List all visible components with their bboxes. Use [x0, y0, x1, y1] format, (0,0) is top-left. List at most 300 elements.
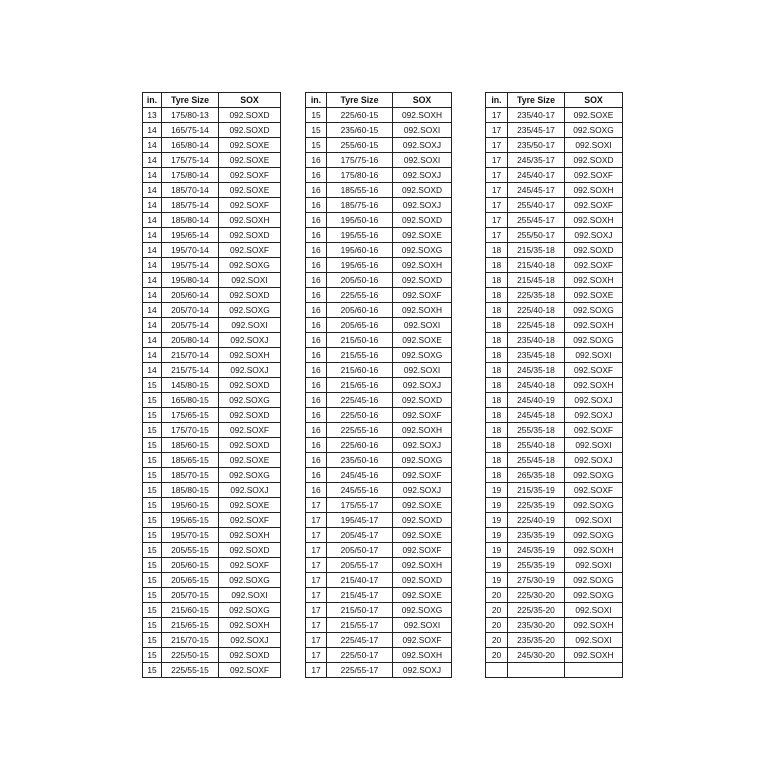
table-row	[306, 513, 452, 528]
sox-code-cell: 092.SOXF	[565, 363, 623, 378]
table-row	[143, 393, 281, 408]
table-row	[486, 513, 623, 528]
tyre-size-cell: 205/80-14	[162, 333, 219, 348]
sox-code-cell: 092.SOXE	[219, 453, 281, 468]
header-row	[306, 93, 452, 108]
table-row	[486, 438, 623, 453]
table-row	[143, 513, 281, 528]
tyre-size-cell: 175/55-17	[327, 498, 393, 513]
rim-inch-cell: 15	[143, 438, 162, 453]
table-row	[306, 648, 452, 663]
rim-inch-cell: 18	[486, 393, 508, 408]
table-row	[486, 198, 623, 213]
tyre-size-cell: 215/65-15	[162, 618, 219, 633]
rim-inch-cell: 15	[143, 513, 162, 528]
rim-inch-cell: 16	[306, 273, 327, 288]
sox-code-cell: 092.SOXH	[219, 213, 281, 228]
tyre-size-cell: 225/35-19	[508, 498, 565, 513]
table-row	[143, 648, 281, 663]
tyre-size-cell: 205/50-17	[327, 543, 393, 558]
tyre-size-cell: 225/45-17	[327, 633, 393, 648]
sox-code-cell: 092.SOXH	[393, 303, 452, 318]
table-row	[486, 273, 623, 288]
rim-inch-cell: 19	[486, 558, 508, 573]
table-row	[143, 153, 281, 168]
sox-code-cell: 092.SOXH	[565, 378, 623, 393]
sox-code-cell: 092.SOXG	[219, 468, 281, 483]
sox-code-cell: 092.SOXG	[393, 243, 452, 258]
sox-code-cell: 092.SOXD	[219, 378, 281, 393]
table-row	[306, 108, 452, 123]
table-row	[143, 453, 281, 468]
table-row	[306, 123, 452, 138]
sox-code-cell: 092.SOXI	[393, 123, 452, 138]
tyre-size-cell: 215/35-18	[508, 243, 565, 258]
rim-inch-cell: 16	[306, 333, 327, 348]
tyre-size-cell: 215/75-14	[162, 363, 219, 378]
table-row	[486, 183, 623, 198]
sox-code-cell: 092.SOXI	[565, 633, 623, 648]
sox-code-cell: 092.SOXD	[393, 273, 452, 288]
table-row	[306, 303, 452, 318]
table-row	[486, 258, 623, 273]
sox-code-cell: 092.SOXH	[219, 348, 281, 363]
rim-inch-cell: 14	[143, 318, 162, 333]
tyre-size-cell: 245/45-16	[327, 468, 393, 483]
table-row	[486, 123, 623, 138]
tyre-size-cell: 185/75-14	[162, 198, 219, 213]
header-row	[143, 93, 281, 108]
sox-code-cell: 092.SOXG	[219, 258, 281, 273]
rim-inch-cell: 14	[143, 228, 162, 243]
rim-inch-cell: 16	[306, 453, 327, 468]
table-row	[486, 498, 623, 513]
sox-code-cell: 092.SOXI	[393, 318, 452, 333]
rim-inch-cell: 16	[306, 363, 327, 378]
table-row	[143, 588, 281, 603]
sox-code-cell: 092.SOXJ	[393, 438, 452, 453]
tyre-size-cell: 205/60-16	[327, 303, 393, 318]
tyre-size-cell: 215/70-14	[162, 348, 219, 363]
rim-inch-cell: 17	[306, 618, 327, 633]
sox-code-cell: 092.SOXE	[565, 108, 623, 123]
sox-code-cell: 092.SOXH	[565, 543, 623, 558]
rim-inch-cell: 18	[486, 363, 508, 378]
table-row	[143, 243, 281, 258]
tyre-size-cell: 205/55-17	[327, 558, 393, 573]
table-row	[143, 183, 281, 198]
table-row	[486, 168, 623, 183]
sox-code-cell: 092.SOXI	[219, 318, 281, 333]
tyre-size-cell: 245/45-17	[508, 183, 565, 198]
rim-inch-cell: 16	[306, 183, 327, 198]
sox-code-cell: 092.SOXD	[393, 213, 452, 228]
sox-code-cell: 092.SOXH	[393, 648, 452, 663]
sox-code-cell: 092.SOXF	[565, 198, 623, 213]
tyre-size-cell: 235/60-15	[327, 123, 393, 138]
inch-header: in.	[143, 93, 162, 108]
sox-code-cell: 092.SOXE	[219, 153, 281, 168]
table-row	[486, 558, 623, 573]
rim-inch-cell: 14	[143, 258, 162, 273]
sox-code-cell: 092.SOXE	[219, 138, 281, 153]
rim-inch-cell: 17	[306, 603, 327, 618]
table-row	[486, 288, 623, 303]
table-row	[143, 318, 281, 333]
rim-inch-cell: 16	[306, 153, 327, 168]
rim-inch-cell: 16	[306, 168, 327, 183]
rim-inch-cell: 15	[143, 588, 162, 603]
sox-code-cell: 092.SOXI	[565, 513, 623, 528]
rim-inch-cell: 18	[486, 258, 508, 273]
table-row	[486, 378, 623, 393]
rim-inch-cell: 16	[306, 348, 327, 363]
rim-inch-cell: 16	[306, 468, 327, 483]
tyre-size-cell: 175/80-13	[162, 108, 219, 123]
rim-inch-cell: 16	[306, 408, 327, 423]
sox-code-cell: 092.SOXG	[219, 303, 281, 318]
sox-code-cell: 092.SOXJ	[393, 378, 452, 393]
sox-code-cell: 092.SOXG	[565, 123, 623, 138]
tyre-size-cell: 185/80-14	[162, 213, 219, 228]
tyre-size-cell: 225/45-18	[508, 318, 565, 333]
rim-inch-cell: 18	[486, 333, 508, 348]
tyre-size-cell: 225/50-15	[162, 648, 219, 663]
sox-code-cell: 092.SOXI	[565, 438, 623, 453]
tyre-size-header: Tyre Size	[162, 93, 219, 108]
sox-code-cell: 092.SOXJ	[393, 168, 452, 183]
rim-inch-cell: 15	[143, 558, 162, 573]
rim-inch-cell: 17	[306, 663, 327, 678]
tyre-size-cell: 235/40-18	[508, 333, 565, 348]
table-row	[143, 573, 281, 588]
table-row	[306, 498, 452, 513]
tyre-size-cell: 245/40-18	[508, 378, 565, 393]
tyre-size-cell: 225/45-16	[327, 393, 393, 408]
table-row	[486, 363, 623, 378]
table-row	[143, 483, 281, 498]
tyre-size-cell: 235/40-17	[508, 108, 565, 123]
sox-code-cell: 092.SOXJ	[565, 408, 623, 423]
rim-inch-cell: 13	[143, 108, 162, 123]
table-row	[143, 213, 281, 228]
tyre-size-cell: 195/65-15	[162, 513, 219, 528]
rim-inch-cell: 17	[306, 513, 327, 528]
tyre-size-cell: 175/75-16	[327, 153, 393, 168]
sox-code-cell: 092.SOXD	[219, 648, 281, 663]
table-row	[143, 258, 281, 273]
tyre-size-cell: 205/75-14	[162, 318, 219, 333]
tyre-size-cell: 195/80-14	[162, 273, 219, 288]
table-row	[486, 468, 623, 483]
sox-code-cell: 092.SOXJ	[565, 393, 623, 408]
rim-inch-cell: 19	[486, 513, 508, 528]
tyre-size-cell: 205/65-16	[327, 318, 393, 333]
table-row	[486, 213, 623, 228]
table-row	[486, 333, 623, 348]
sox-code-cell: 092.SOXF	[393, 408, 452, 423]
tyre-size-cell: 205/45-17	[327, 528, 393, 543]
tyre-size-cell: 215/70-15	[162, 633, 219, 648]
sox-code-cell: 092.SOXI	[565, 558, 623, 573]
table-row	[143, 498, 281, 513]
rim-inch-cell: 16	[306, 258, 327, 273]
tyre-size-cell: 245/35-17	[508, 153, 565, 168]
tyre-size-cell: 205/70-15	[162, 588, 219, 603]
table-row	[143, 528, 281, 543]
table-row	[306, 483, 452, 498]
table-row	[486, 483, 623, 498]
tyre-size-cell: 215/50-17	[327, 603, 393, 618]
rim-inch-cell: 16	[306, 288, 327, 303]
table-row	[486, 588, 623, 603]
tyre-size-cell: 205/70-14	[162, 303, 219, 318]
tyre-size-cell: 185/60-15	[162, 438, 219, 453]
tyre-size-cell: 255/60-15	[327, 138, 393, 153]
table-row	[306, 363, 452, 378]
sox-code-cell: 092.SOXF	[565, 168, 623, 183]
tyre-size-cell: 215/45-17	[327, 588, 393, 603]
rim-inch-cell: 14	[143, 123, 162, 138]
sox-code-cell: 092.SOXE	[219, 498, 281, 513]
tyre-size-cell: 195/65-16	[327, 258, 393, 273]
tyre-size-cell: 195/70-14	[162, 243, 219, 258]
sox-code-cell: 092.SOXG	[565, 588, 623, 603]
rim-inch-cell: 19	[486, 528, 508, 543]
rim-inch-cell: 19	[486, 573, 508, 588]
sox-code-cell: 092.SOXE	[565, 288, 623, 303]
tyre-size-cell: 185/75-16	[327, 198, 393, 213]
rim-inch-cell: 15	[143, 603, 162, 618]
sox-code-cell: 092.SOXF	[219, 168, 281, 183]
table-row	[306, 288, 452, 303]
table-row	[486, 423, 623, 438]
tyre-size-cell: 195/70-15	[162, 528, 219, 543]
sox-code-cell: 092.SOXE	[393, 528, 452, 543]
tyre-size-cell: 215/60-15	[162, 603, 219, 618]
sox-code-cell: 092.SOXD	[393, 393, 452, 408]
table-row	[306, 528, 452, 543]
rim-inch-cell: 14	[143, 198, 162, 213]
rim-inch-cell: 18	[486, 378, 508, 393]
tyre-size-cell: 195/60-16	[327, 243, 393, 258]
sox-code-cell: 092.SOXH	[565, 213, 623, 228]
header-row	[486, 93, 623, 108]
sox-code-cell: 092.SOXG	[565, 573, 623, 588]
table-row	[486, 393, 623, 408]
tyre-size-cell: 225/35-18	[508, 288, 565, 303]
rim-inch-cell: 16	[306, 228, 327, 243]
sox-code-cell: 092.SOXJ	[565, 228, 623, 243]
tyre-size-cell: 215/60-16	[327, 363, 393, 378]
tyre-size-cell: 185/80-15	[162, 483, 219, 498]
rim-inch-cell: 17	[306, 573, 327, 588]
table-row	[306, 573, 452, 588]
tyre-size-cell: 255/45-18	[508, 453, 565, 468]
table-row	[143, 333, 281, 348]
tyre-size-cell: 195/50-16	[327, 213, 393, 228]
sox-code-cell: 092.SOXJ	[219, 633, 281, 648]
table-row	[486, 633, 623, 648]
tyre-size-cell: 245/55-16	[327, 483, 393, 498]
tyre-size-cell: 225/50-16	[327, 408, 393, 423]
rim-inch-cell: 17	[306, 528, 327, 543]
sox-code-cell: 092.SOXH	[393, 423, 452, 438]
rim-inch-cell: 18	[486, 303, 508, 318]
sox-code-cell: 092.SOXH	[565, 318, 623, 333]
tyre-size-header: Tyre Size	[327, 93, 393, 108]
table-row	[306, 228, 452, 243]
tyre-size-cell: 245/40-19	[508, 393, 565, 408]
sox-code-cell: 092.SOXE	[219, 183, 281, 198]
rim-inch-cell: 18	[486, 468, 508, 483]
tyre-size-cell: 185/65-15	[162, 453, 219, 468]
tyre-size-cell: 235/50-17	[508, 138, 565, 153]
sox-code-cell: 092.SOXJ	[393, 198, 452, 213]
rim-inch-cell: 15	[143, 378, 162, 393]
table-row	[486, 153, 623, 168]
table-row	[143, 603, 281, 618]
rim-inch-cell: 15	[306, 108, 327, 123]
sox-code-cell: 092.SOXF	[393, 468, 452, 483]
sox-code-cell: 092.SOXI	[565, 603, 623, 618]
table-row	[486, 228, 623, 243]
table-row	[143, 273, 281, 288]
rim-inch-cell: 14	[143, 183, 162, 198]
table-row	[306, 438, 452, 453]
tyre-size-cell: 195/55-16	[327, 228, 393, 243]
rim-inch-cell: 17	[306, 648, 327, 663]
rim-inch-cell: 18	[486, 423, 508, 438]
rim-inch-cell: 15	[143, 453, 162, 468]
sox-code-cell: 092.SOXD	[219, 123, 281, 138]
table-row	[143, 108, 281, 123]
sox-code-cell	[565, 663, 623, 678]
tyre-size-cell: 175/80-14	[162, 168, 219, 183]
sox-code-cell: 092.SOXF	[393, 633, 452, 648]
rim-inch-cell: 18	[486, 453, 508, 468]
tyre-size-cell: 245/35-18	[508, 363, 565, 378]
table-row	[486, 243, 623, 258]
table-row	[486, 318, 623, 333]
rim-inch-cell: 17	[486, 228, 508, 243]
tyre-size-cell: 225/55-16	[327, 288, 393, 303]
table-row	[306, 258, 452, 273]
rim-inch-cell: 16	[306, 393, 327, 408]
rim-inch-cell: 15	[143, 618, 162, 633]
rim-inch-cell: 18	[486, 438, 508, 453]
table-row	[143, 288, 281, 303]
sox-code-cell: 092.SOXJ	[219, 333, 281, 348]
rim-inch-cell: 17	[306, 588, 327, 603]
sox-code-cell: 092.SOXG	[393, 453, 452, 468]
table-row	[143, 543, 281, 558]
tyre-size-cell: 235/50-16	[327, 453, 393, 468]
tyre-size-cell: 225/40-18	[508, 303, 565, 318]
sox-code-cell: 092.SOXE	[393, 333, 452, 348]
rim-inch-cell: 15	[143, 498, 162, 513]
table-row	[306, 543, 452, 558]
table-row	[306, 393, 452, 408]
sox-code-cell: 092.SOXF	[219, 663, 281, 678]
sox-code-cell: 092.SOXI	[219, 273, 281, 288]
rim-inch-cell: 18	[486, 243, 508, 258]
table-row	[486, 138, 623, 153]
rim-inch-cell: 16	[306, 198, 327, 213]
sox-code-cell: 092.SOXG	[393, 348, 452, 363]
table-row	[143, 468, 281, 483]
rim-inch-cell: 18	[486, 318, 508, 333]
sox-code-cell: 092.SOXE	[393, 228, 452, 243]
rim-inch-cell: 14	[143, 273, 162, 288]
tyre-size-cell: 225/60-15	[327, 108, 393, 123]
table-row	[306, 618, 452, 633]
sox-code-cell: 092.SOXJ	[565, 453, 623, 468]
tyre-size-cell: 215/40-18	[508, 258, 565, 273]
rim-inch-cell: 16	[306, 378, 327, 393]
rim-inch-cell: 14	[143, 303, 162, 318]
table-row	[143, 633, 281, 648]
sox-code-cell: 092.SOXH	[219, 528, 281, 543]
tyre-size-cell: 165/80-14	[162, 138, 219, 153]
sox-code-cell: 092.SOXE	[393, 588, 452, 603]
rim-inch-cell: 17	[486, 183, 508, 198]
tyre-size-cell: 215/65-16	[327, 378, 393, 393]
table-row	[306, 408, 452, 423]
sox-code-cell: 092.SOXH	[219, 618, 281, 633]
size-table-2	[305, 92, 452, 678]
tyre-size-cell: 195/45-17	[327, 513, 393, 528]
tyre-size-cell: 215/55-16	[327, 348, 393, 363]
sox-code-cell: 092.SOXG	[219, 393, 281, 408]
inch-header: in.	[486, 93, 508, 108]
table-row	[143, 438, 281, 453]
tyre-size-cell: 255/35-19	[508, 558, 565, 573]
table-row	[143, 348, 281, 363]
sox-code-cell: 092.SOXD	[219, 408, 281, 423]
table-row	[306, 183, 452, 198]
tyre-size-cell: 145/80-15	[162, 378, 219, 393]
table-row	[306, 663, 452, 678]
tyre-size-cell: 245/35-19	[508, 543, 565, 558]
sox-code-cell: 092.SOXH	[393, 108, 452, 123]
rim-inch-cell: 20	[486, 648, 508, 663]
sox-code-cell: 092.SOXD	[393, 513, 452, 528]
tyre-size-cell: 225/30-20	[508, 588, 565, 603]
rim-inch-cell: 15	[143, 393, 162, 408]
table-row	[143, 558, 281, 573]
table-row	[306, 453, 452, 468]
table-row	[486, 618, 623, 633]
table-row	[143, 363, 281, 378]
tyre-size-cell: 225/60-16	[327, 438, 393, 453]
sox-header: SOX	[565, 93, 623, 108]
table-row	[486, 303, 623, 318]
table-row	[143, 303, 281, 318]
rim-inch-cell: 15	[143, 543, 162, 558]
rim-inch-cell: 15	[143, 663, 162, 678]
rim-inch-cell: 14	[143, 243, 162, 258]
tyre-size-cell: 245/45-18	[508, 408, 565, 423]
table-row	[306, 318, 452, 333]
tyre-size-cell: 275/30-19	[508, 573, 565, 588]
tyre-size-cell: 225/40-19	[508, 513, 565, 528]
sox-code-cell: 092.SOXG	[393, 603, 452, 618]
sox-code-cell: 092.SOXD	[565, 153, 623, 168]
tyre-size-cell: 255/40-17	[508, 198, 565, 213]
tyre-size-cell: 215/55-17	[327, 618, 393, 633]
sox-code-cell: 092.SOXG	[565, 468, 623, 483]
